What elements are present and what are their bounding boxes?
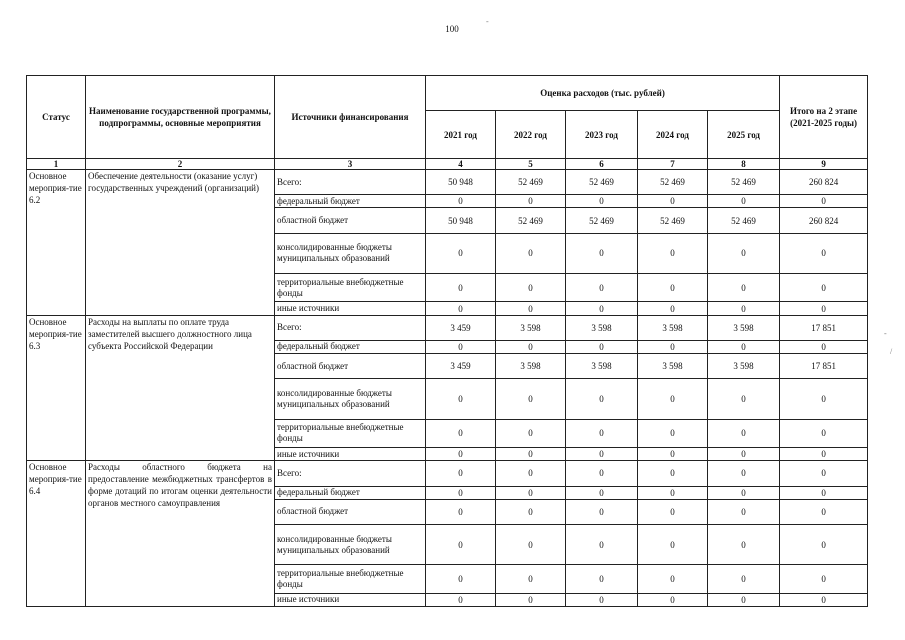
year-value: 3 598 — [638, 315, 708, 340]
column-number: 6 — [566, 159, 638, 170]
total-value: 17 851 — [780, 315, 868, 340]
year-value: 0 — [566, 274, 638, 302]
header-status: Статус — [27, 76, 86, 159]
total-value: 17 851 — [780, 354, 868, 379]
year-value: 50 948 — [426, 170, 496, 195]
header-year: 2024 год — [638, 111, 708, 159]
year-value: 0 — [566, 461, 638, 486]
year-value: 52 469 — [638, 208, 708, 233]
year-value: 0 — [496, 195, 566, 208]
year-value: 0 — [638, 499, 708, 524]
year-value: 0 — [708, 593, 780, 606]
year-value: 0 — [496, 448, 566, 461]
year-value: 3 598 — [708, 315, 780, 340]
year-value: 0 — [426, 379, 496, 419]
funding-source: федеральный бюджет — [275, 195, 426, 208]
column-number: 4 — [426, 159, 496, 170]
year-value: 0 — [496, 524, 566, 564]
header-year: 2023 год — [566, 111, 638, 159]
funding-source: федеральный бюджет — [275, 486, 426, 499]
header-sources: Источники финансирования — [275, 76, 426, 159]
year-value: 0 — [708, 195, 780, 208]
year-value: 0 — [426, 302, 496, 315]
row-total — [27, 170, 868, 195]
column-number: 8 — [708, 159, 780, 170]
year-value: 0 — [566, 195, 638, 208]
year-value: 50 948 — [426, 208, 496, 233]
total-value: 260 824 — [780, 208, 868, 233]
funding-source: иные источники — [275, 448, 426, 461]
activity-status: Основное мероприя-тие 6.2 — [27, 170, 86, 316]
year-value: 0 — [566, 593, 638, 606]
year-value: 0 — [638, 340, 708, 353]
year-value: 0 — [638, 302, 708, 315]
funding-source: консолидированные бюджеты муниципальных образований — [275, 233, 426, 273]
year-value: 3 459 — [426, 354, 496, 379]
year-value: 0 — [566, 448, 638, 461]
year-value: 0 — [496, 302, 566, 315]
year-value: 3 598 — [638, 354, 708, 379]
activity-name: Обеспечение деятельности (оказание услуг) государственных учреждений (организаций) — [86, 170, 275, 316]
year-value: 52 469 — [496, 208, 566, 233]
year-value: 52 469 — [708, 170, 780, 195]
year-value: 0 — [426, 593, 496, 606]
funding-source: федеральный бюджет — [275, 340, 426, 353]
funding-source: Всего: — [275, 315, 426, 340]
funding-source: территориальные внебюджетные фонды — [275, 565, 426, 593]
year-value: 0 — [708, 419, 780, 447]
year-value: 52 469 — [708, 208, 780, 233]
year-value: 0 — [496, 486, 566, 499]
total-value: 0 — [780, 195, 868, 208]
year-value: 3 598 — [708, 354, 780, 379]
year-value: 0 — [426, 448, 496, 461]
funding-source: областной бюджет — [275, 354, 426, 379]
year-value: 3 459 — [426, 315, 496, 340]
header-year: 2022 год — [496, 111, 566, 159]
year-value: 3 598 — [496, 315, 566, 340]
year-value: 0 — [426, 195, 496, 208]
column-number: 2 — [86, 159, 275, 170]
year-value: 0 — [496, 340, 566, 353]
budget-table — [26, 75, 868, 607]
year-value: 0 — [708, 233, 780, 273]
header-year: 2021 год — [426, 111, 496, 159]
year-value: 0 — [638, 419, 708, 447]
year-value: 0 — [638, 565, 708, 593]
page-number: 100 — [445, 24, 459, 34]
year-value: 0 — [708, 302, 780, 315]
total-value: 0 — [780, 524, 868, 564]
year-value: 0 — [426, 419, 496, 447]
year-value: 0 — [708, 524, 780, 564]
activity-name: Расходы на выплаты по оплате труда заместителей высшего должностного лица субъекта Российской Федерации — [86, 315, 275, 461]
year-value: 3 598 — [496, 354, 566, 379]
year-value: 0 — [426, 499, 496, 524]
year-value: 52 469 — [566, 170, 638, 195]
year-value: 3 598 — [566, 354, 638, 379]
year-value: 0 — [426, 274, 496, 302]
total-value: 0 — [780, 419, 868, 447]
total-value: 0 — [780, 379, 868, 419]
funding-source: консолидированные бюджеты муниципальных образований — [275, 524, 426, 564]
column-number: 1 — [27, 159, 86, 170]
total-value: 0 — [780, 233, 868, 273]
year-value: 0 — [496, 593, 566, 606]
column-number: 9 — [780, 159, 868, 170]
year-value: 0 — [426, 486, 496, 499]
year-value: 52 469 — [496, 170, 566, 195]
year-value: 0 — [566, 302, 638, 315]
year-value: 0 — [708, 379, 780, 419]
funding-source: консолидированные бюджеты муниципальных образований — [275, 379, 426, 419]
total-value: 0 — [780, 448, 868, 461]
funding-source: иные источники — [275, 302, 426, 315]
total-value: 0 — [780, 302, 868, 315]
year-value: 0 — [638, 233, 708, 273]
row-total — [27, 461, 868, 486]
header-name: Наименование государственной программы, подпрограммы, основные мероприятия — [86, 76, 275, 159]
activity-status: Основное мероприя-тие 6.3 — [27, 315, 86, 461]
activity-name: Расходы областного бюджета на предоставление межбюджетных трансфертов в форме дотаций по итогам оценки деятельности органов местного самоуправления — [86, 461, 275, 607]
header-estimate: Оценка расходов (тыс. рублей) — [426, 76, 780, 111]
year-value: 0 — [496, 379, 566, 419]
year-value: 0 — [426, 340, 496, 353]
year-value: 0 — [566, 340, 638, 353]
year-value: 0 — [426, 524, 496, 564]
year-value: 0 — [638, 486, 708, 499]
year-value: 0 — [708, 461, 780, 486]
year-value: 0 — [638, 593, 708, 606]
total-value: 0 — [780, 486, 868, 499]
funding-source: иные источники — [275, 593, 426, 606]
year-value: 0 — [708, 340, 780, 353]
total-value: 0 — [780, 565, 868, 593]
funding-source: территориальные внебюджетные фонды — [275, 419, 426, 447]
column-number: 7 — [638, 159, 708, 170]
scan-artifact: - — [884, 329, 887, 338]
column-number: 3 — [275, 159, 426, 170]
year-value: 0 — [708, 274, 780, 302]
total-value: 0 — [780, 274, 868, 302]
year-value: 0 — [496, 274, 566, 302]
budget-table-body — [27, 170, 868, 607]
total-value: 0 — [780, 593, 868, 606]
year-value: 0 — [426, 461, 496, 486]
column-number: 5 — [496, 159, 566, 170]
year-value: 0 — [566, 524, 638, 564]
year-value: 0 — [496, 233, 566, 273]
year-value: 0 — [638, 448, 708, 461]
total-value: 0 — [780, 340, 868, 353]
year-value: 0 — [708, 565, 780, 593]
year-value: 0 — [566, 233, 638, 273]
funding-source: областной бюджет — [275, 499, 426, 524]
total-value: 0 — [780, 499, 868, 524]
scan-artifact: / — [890, 347, 893, 356]
year-value: 52 469 — [566, 208, 638, 233]
row-total — [27, 315, 868, 340]
total-value: 0 — [780, 461, 868, 486]
year-value: 0 — [708, 448, 780, 461]
year-value: 3 598 — [566, 315, 638, 340]
year-value: 0 — [566, 565, 638, 593]
year-value: 0 — [638, 461, 708, 486]
year-value: 0 — [566, 486, 638, 499]
year-value: 0 — [708, 499, 780, 524]
total-value: 260 824 — [780, 170, 868, 195]
year-value: 0 — [496, 565, 566, 593]
year-value: 0 — [638, 195, 708, 208]
scan-artifact: - — [486, 17, 489, 26]
activity-status: Основное мероприя-тие 6.4 — [27, 461, 86, 607]
year-value: 0 — [566, 419, 638, 447]
year-value: 0 — [496, 499, 566, 524]
year-value: 0 — [638, 379, 708, 419]
year-value: 0 — [426, 565, 496, 593]
year-value: 0 — [496, 461, 566, 486]
funding-source: территориальные внебюджетные фонды — [275, 274, 426, 302]
year-value: 0 — [496, 419, 566, 447]
funding-source: Всего: — [275, 461, 426, 486]
year-value: 0 — [638, 524, 708, 564]
year-value: 0 — [708, 486, 780, 499]
header-year: 2025 год — [708, 111, 780, 159]
year-value: 0 — [566, 379, 638, 419]
year-value: 0 — [638, 274, 708, 302]
funding-source: областной бюджет — [275, 208, 426, 233]
year-value: 0 — [566, 499, 638, 524]
header-total: Итого на 2 этапе (2021-2025 годы) — [780, 76, 868, 159]
funding-source: Всего: — [275, 170, 426, 195]
year-value: 0 — [426, 233, 496, 273]
year-value: 52 469 — [638, 170, 708, 195]
